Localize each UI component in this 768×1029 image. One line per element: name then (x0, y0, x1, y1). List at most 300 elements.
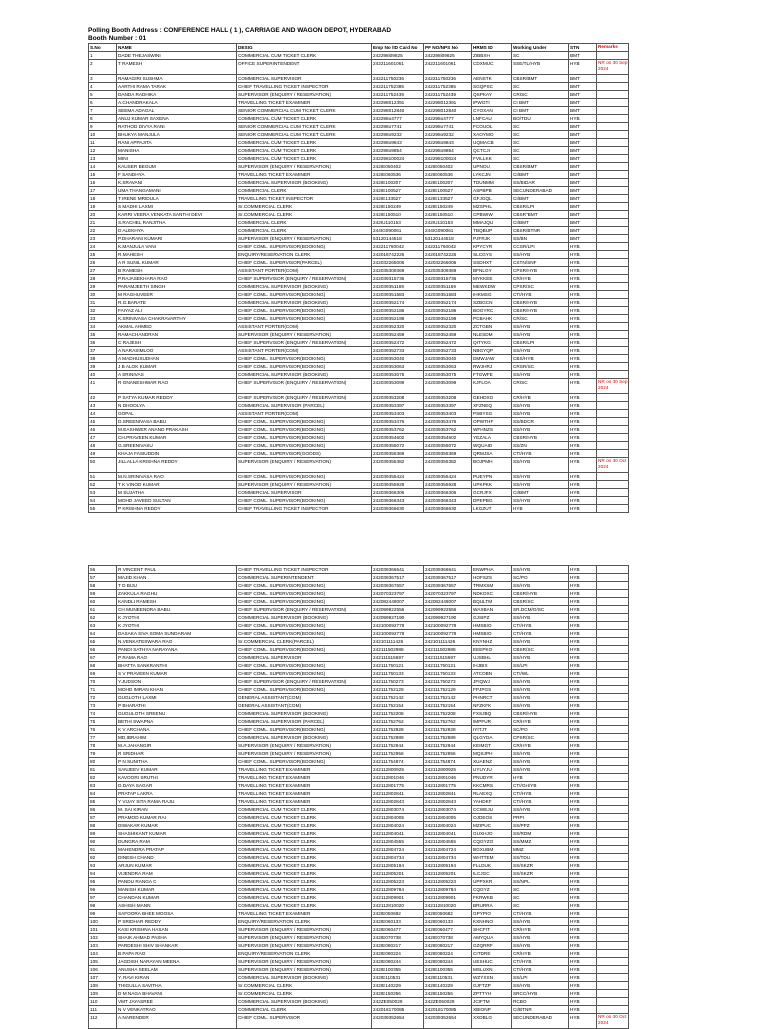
emp-no-cell: 242112804734 (372, 854, 424, 862)
designation-cell: Sr.COMMERCIAL CLERK (237, 211, 372, 219)
remarks-cell (597, 211, 629, 219)
station-cell: BMT (569, 107, 597, 115)
pf-no-cell: 242211601061 (424, 60, 472, 75)
pf-no-cell: 242039366343 (424, 497, 472, 505)
emp-no-cell: 242112809784 (372, 886, 424, 894)
remarks-cell (597, 243, 629, 251)
sno-cell: 69 (89, 670, 117, 678)
remarks-cell (597, 1006, 629, 1014)
emp-no-cell: 242112802841 (372, 790, 424, 798)
hrms-id-cell: KPYCYR (472, 243, 512, 251)
emp-no-cell: 242IE110531 (372, 974, 424, 982)
emp-no-cell: 242IE060536 (372, 171, 424, 179)
remarks-cell (597, 806, 629, 814)
name-cell: MANISH KUMAR (117, 886, 237, 894)
working-under-cell: SS/HYB (512, 686, 569, 694)
remarks-cell (597, 155, 629, 163)
emp-no-cell: 242IE150256 (372, 990, 424, 998)
hrms-id-cell: QLGYDA (472, 734, 512, 742)
table-row (89, 203, 629, 211)
remarks-cell (597, 259, 629, 267)
hrms-id-cell: DPEPBG (472, 497, 512, 505)
remarks-cell (597, 418, 629, 426)
station-cell: HYB (569, 598, 597, 606)
hrms-id-cell: SZBGCN (472, 299, 512, 307)
sno-cell: 77 (89, 734, 117, 742)
name-cell: P RAMA RAO (117, 654, 237, 662)
sno-cell: 90 (89, 838, 117, 846)
table-row (89, 894, 629, 902)
emp-no-cell: 242039352472 (372, 339, 424, 347)
designation-cell: CHIEF COML. SUPERVISOR(BOOKING) (237, 291, 372, 299)
emp-no-cell: 242039367657 (372, 582, 424, 590)
emp-no-cell: 242039352174 (372, 299, 424, 307)
station-cell: HYB (569, 115, 597, 123)
pf-no-cell: 242298012840 (424, 107, 472, 115)
pf-no-cell: 242039353075 (424, 371, 472, 379)
working-under-cell: SS/HYB (512, 458, 569, 473)
working-under-cell: CI/BMT (512, 219, 569, 227)
hrms-id-cell: AENSTK (472, 75, 512, 83)
remarks-cell (597, 726, 629, 734)
designation-cell: TRAVELLING TICKET EXAMINER (237, 790, 372, 798)
hrms-id-cell: CCWEJU (472, 806, 512, 814)
name-cell: M.A.JAHANGIR (117, 742, 237, 750)
sno-cell: 80 (89, 758, 117, 766)
station-cell: HYB (569, 450, 597, 458)
emp-no-cell: 242018742226 (372, 251, 424, 259)
table-row (89, 726, 629, 734)
emp-no-cell: 242112804555 (372, 838, 424, 846)
working-under-cell: CBSR/HYB (512, 307, 569, 315)
table-row (89, 886, 629, 894)
designation-cell: SUPERVISOR (ENQUIRY / RESERVATION) (237, 926, 372, 934)
table-row (89, 355, 629, 363)
column-header: Working Under (512, 44, 569, 52)
table-row (89, 942, 629, 950)
designation-cell: COMMERCIAL CLERK (237, 1006, 372, 1014)
designation-cell: CHIEF COML. SUPERVISOR(BOOKING) (237, 243, 372, 251)
table-row (89, 91, 629, 99)
hrms-id-cell: TRMXSM (472, 582, 512, 590)
designation-cell: CHIEF COML. SUPERVISOR(BOOKING) (237, 426, 372, 434)
designation-cell: TRAVELLING TICKET EXAMINER (237, 782, 372, 790)
table-row (89, 742, 629, 750)
designation-cell: COMMERCIAL SUPERVISOR (BOOKING) (237, 710, 372, 718)
hrms-id-cell: TBQBUP (472, 227, 512, 235)
sno-cell: 40 (89, 371, 117, 379)
designation-cell: CHIEF SUPERVISOR (ENQUIRY / RESERVATION) (237, 275, 372, 283)
emp-no-cell: 242111502988 (372, 646, 424, 654)
station-cell: HYB (569, 426, 597, 434)
remarks-cell (597, 115, 629, 123)
emp-no-cell: 242298100024 (372, 155, 424, 163)
designation-cell: COMMERCIAL CUM TICKET CLERK (237, 894, 372, 902)
working-under-cell: SS/HYB (512, 934, 569, 942)
emp-no-cell: 242039353403 (372, 410, 424, 418)
designation-cell: TRAVELLING TICKET EXAMINER (237, 910, 372, 918)
designation-cell: SENIOR COMMERCIAL CUM TICKET CLERK (237, 107, 372, 115)
remarks-cell: NR on 30 Oct 2024 (597, 1014, 629, 1029)
station-cell: HYB (569, 299, 597, 307)
emp-no-cell: 242111750133 (372, 670, 424, 678)
emp-no-cell: 242039355382 (372, 458, 424, 473)
sno-cell: 14 (89, 163, 117, 171)
hrms-id-cell: FKRWKB (472, 894, 512, 902)
name-cell: K JYOTHI (117, 614, 237, 622)
station-cell: HYB (569, 974, 597, 982)
table-row (89, 830, 629, 838)
remarks-cell (597, 363, 629, 371)
sno-cell: 9 (89, 123, 117, 131)
emp-no-cell: 242IE100207 (372, 179, 424, 187)
designation-cell: CHIEF COML. SUPERVISOR(BOOKING) (237, 307, 372, 315)
sno-cell: 52 (89, 481, 117, 489)
pf-no-cell: 242111752142 (424, 694, 472, 702)
pf-no-cell: 242298o7741 (424, 123, 472, 131)
sno-cell: 19 (89, 203, 117, 211)
station-cell: BMT (569, 187, 597, 195)
sno-cell: 51 (89, 473, 117, 481)
column-header: DESIG (237, 44, 372, 52)
name-cell: R.G.BARATE (117, 299, 237, 307)
hrms-id-cell: NDKOXC (472, 590, 512, 598)
emp-no-cell: 242IE100355 (372, 966, 424, 974)
station-cell: BMT (569, 75, 597, 83)
remarks-cell (597, 710, 629, 718)
emp-no-cell: 242IE080217 (372, 942, 424, 950)
emp-no-cell: 242IE050402 (372, 163, 424, 171)
designation-cell: COMMERCIAL CUM TICKET CLERK (237, 814, 372, 822)
name-cell: C RAJESH (117, 339, 237, 347)
sno-cell: 112 (89, 1014, 117, 1029)
table-row (89, 622, 629, 630)
sno-cell: 47 (89, 434, 117, 442)
sno-cell: 82 (89, 774, 117, 782)
working-under-cell: SC (512, 902, 569, 910)
sno-cell: 53 (89, 489, 117, 497)
remarks-cell (597, 638, 629, 646)
name-cell: A.NARENDER (117, 1014, 237, 1029)
polling-booth-address: Polling Booth Address : CONFERENCE HALL ( 1 ), CARRIAGE AND WAGON DEPOT, HYDERABAD (88, 27, 392, 34)
working-under-cell: SS/HYB (512, 766, 569, 774)
name-cell: P N SUNITHA (117, 758, 237, 766)
table-row (89, 171, 629, 179)
sno-cell: 39 (89, 363, 117, 371)
sno-cell: 33 (89, 315, 117, 323)
emp-no-cell: 242039367517 (372, 574, 424, 582)
name-cell: D.SREENIVASA BABU (117, 418, 237, 426)
designation-cell: TRAVELLING TICKET EXAMINER (237, 766, 372, 774)
table-row (89, 489, 629, 497)
name-cell: P BHARATHI (117, 702, 237, 710)
emp-no-cell: 242211752385 (372, 83, 424, 91)
sno-cell: 18 (89, 195, 117, 203)
name-cell: F SANDHYA (117, 171, 237, 179)
designation-cell: SUPERVISOR (ENQUIRY / RESERVATION) (237, 750, 372, 758)
remarks-cell (597, 606, 629, 614)
emp-no-cell: 242039353063 (372, 363, 424, 371)
table-row (89, 371, 629, 379)
station-cell: HYB (569, 347, 597, 355)
hrms-id-cell: XBIONP (472, 1006, 512, 1014)
table-row (89, 339, 629, 347)
station-cell: BMT (569, 131, 597, 139)
table-row (89, 458, 629, 473)
remarks-cell (597, 622, 629, 630)
hrms-id-cell: JCIFTM (472, 998, 512, 1006)
remarks-cell (597, 107, 629, 115)
pf-no-cell: 242IE133527 (424, 195, 472, 203)
name-cell: B RAMESH (117, 267, 237, 275)
hrms-id-cell: FVILLKK (472, 155, 512, 163)
designation-cell: SUPERVISOR (ENQUIRY / RESERVATION) (237, 91, 372, 99)
hrms-id-cell: LKGZUT (472, 505, 512, 513)
station-cell: BMT (569, 219, 597, 227)
designation-cell: CHIEF COML. SUPERVISOR(BOOKING) (237, 355, 372, 363)
table-row (89, 83, 629, 91)
designation-cell: CHIEF TRAVELLING TICKET INSPECTOR (237, 83, 372, 91)
remarks-cell (597, 902, 629, 910)
designation-cell: ASSISTANT PORTER(COM) (237, 410, 372, 418)
pf-no-cell: 242IE140229 (424, 982, 472, 990)
hrms-id-cell: AMYQUA (472, 934, 512, 942)
pf-no-cell: 242111752956 (424, 750, 472, 758)
hrms-id-cell: UPPXKR (472, 878, 512, 886)
designation-cell: CHIEF COML. SUPERVISOR(BOOKING) (237, 598, 372, 606)
sno-cell: 15 (89, 171, 117, 179)
table-row (89, 75, 629, 83)
sno-cell: 46 (89, 426, 117, 434)
sno-cell: 75 (89, 718, 117, 726)
hrms-id-cell: WQUAID (472, 442, 512, 450)
designation-cell: Sr.COMMERCIAL CLERK (237, 203, 372, 211)
working-under-cell: CI/BMT (512, 489, 569, 497)
table-row (89, 347, 629, 355)
hrms-id-cell: KKCMRS (472, 782, 512, 790)
hrms-id-cell: PCBAHK (472, 315, 512, 323)
working-under-cell: CCSR/LPI (512, 243, 569, 251)
emp-no-cell: 242032265006 (372, 259, 424, 267)
sno-cell: 111 (89, 1006, 117, 1014)
designation-cell: COMMERCIAL CUM TICKET CLERK (237, 139, 372, 147)
remarks-cell (597, 662, 629, 670)
station-cell: HYB (569, 782, 597, 790)
emp-no-cell: 242039355072 (372, 442, 424, 450)
table-row (89, 123, 629, 131)
emp-no-cell: 242298012391 (372, 99, 424, 107)
working-under-cell: CTI/HYB (512, 790, 569, 798)
pf-no-cell: 242112809784 (424, 886, 472, 894)
sno-cell: 7 (89, 107, 117, 115)
emp-no-cell: 242112805201 (372, 870, 424, 878)
working-under-cell: SECUNDERABAD (512, 187, 569, 195)
working-under-cell: CR/HYB (512, 718, 569, 726)
pf-no-cell: 242112801046 (424, 774, 472, 782)
name-cell: SAFOORA BHEE MOOSA (117, 910, 237, 918)
table-row (89, 139, 629, 147)
hrms-id-cell: KNYNHZ (472, 638, 512, 646)
designation-cell: COMMERCIAL SUPERVISOR (BOOKING) (237, 974, 372, 982)
station-cell: HYB (569, 267, 597, 275)
pf-no-cell: 242111750121 (424, 662, 472, 670)
hrms-id-cell: FTGWFE (472, 371, 512, 379)
table-row (89, 638, 629, 646)
designation-cell: COMMERCIAL CUM TICKET CLERK (237, 886, 372, 894)
table-row (89, 718, 629, 726)
table-row (89, 686, 629, 694)
name-cell: N.VENKATESWARA RAO (117, 638, 237, 646)
pf-no-cell: 242111752208 (424, 710, 472, 718)
name-cell: R VINCENT PAUL (117, 566, 237, 574)
station-cell: HYB (569, 766, 597, 774)
emp-no-cell: 242039355369 (372, 450, 424, 458)
sno-cell: 28 (89, 275, 117, 283)
name-cell: P KRISHNA REDDY (117, 505, 237, 513)
hrms-id-cell: XAOYMO (472, 131, 512, 139)
station-cell: HYB (569, 251, 597, 259)
designation-cell: TRAVELLING TICKET EXAMINER (237, 171, 372, 179)
sno-cell: 105 (89, 958, 117, 966)
emp-no-cell: 242ZE050029 (372, 998, 424, 1006)
sno-cell: 11 (89, 139, 117, 147)
pf-no-cell: 242298012391 (424, 99, 472, 107)
working-under-cell: SS/HYB (512, 694, 569, 702)
table-row (89, 862, 629, 870)
table-row (89, 227, 629, 235)
hrms-id-cell: CQGYZO (472, 838, 512, 846)
working-under-cell: SS/LPI (512, 974, 569, 982)
pf-no-cell: 242111502988 (424, 646, 472, 654)
name-cell: PRAMOD KUMAR RAI (117, 814, 237, 822)
name-cell: KAVOORI SRUTHI (117, 774, 237, 782)
pf-no-cell: 242IE110531 (424, 974, 472, 982)
station-cell: HYB (569, 371, 597, 379)
hrms-id-cell: BFNLGY (472, 267, 512, 275)
sno-cell: 30 (89, 291, 117, 299)
hrms-id-cell: EEEPKO (472, 646, 512, 654)
remarks-cell (597, 275, 629, 283)
hrms-id-cell: QITYKG (472, 339, 512, 347)
table-row (89, 606, 629, 614)
designation-cell: GENERAL ASSISTANT(COM) (237, 702, 372, 710)
name-cell: KHAJA FASIUDDIN (117, 450, 237, 458)
hrms-id-cell: XUAENZ (472, 758, 512, 766)
emp-no-cell: 242039352654 (372, 1014, 424, 1029)
designation-cell: ENQUIRY/RESERVATION CLERK (237, 950, 372, 958)
sno-cell: 34 (89, 323, 117, 331)
table-row (89, 275, 629, 283)
column-header: Emp No /ID Card No (372, 44, 424, 52)
working-under-cell: MMZ (512, 846, 569, 854)
sno-cell: 68 (89, 662, 117, 670)
table-row (89, 1006, 629, 1014)
pf-no-cell: 242111752154 (424, 702, 472, 710)
designation-cell: ASSISTANT PORTER(COM) (237, 323, 372, 331)
remarks-cell (597, 75, 629, 83)
name-cell: KARRI VEERA VENKATA SANTHI DEVI (117, 211, 237, 219)
table-row (89, 434, 629, 442)
station-cell: HYB (569, 363, 597, 371)
working-under-cell: CPSR/SC (512, 734, 569, 742)
remarks-cell (597, 862, 629, 870)
hrms-id-cell: MZIPUC (472, 822, 512, 830)
hrms-id-cell: KJFLOA (472, 379, 512, 394)
pf-no-cell: 242039367657 (424, 582, 472, 590)
working-under-cell: CTI/HYB (512, 910, 569, 918)
station-cell: BMT (569, 179, 597, 187)
name-cell: ANUSHA SEELAM (117, 966, 237, 974)
working-under-cell: SC (512, 894, 569, 902)
station-cell: HYB (569, 678, 597, 686)
table-row (89, 822, 629, 830)
pf-no-cell: 242039352198 (424, 315, 472, 323)
emp-no-cell: 242039353762 (372, 426, 424, 434)
working-under-cell: CBSR/LPI (512, 203, 569, 211)
table-row (89, 598, 629, 606)
table-row (89, 379, 629, 394)
emp-no-cell: 242IE060133 (372, 918, 424, 926)
remarks-cell (597, 489, 629, 497)
table-row (89, 694, 629, 702)
hrms-id-cell: BRURRA (472, 902, 512, 910)
remarks-cell (597, 52, 629, 60)
station-cell: BMT (569, 155, 597, 163)
hrms-id-cell: ZCTGBN (472, 323, 512, 331)
sno-cell: 31 (89, 299, 117, 307)
pf-no-cell: 242039367517 (424, 574, 472, 582)
table-row (89, 646, 629, 654)
remarks-cell (597, 966, 629, 974)
name-cell: VIJENDRA RAM (117, 870, 237, 878)
pf-no-cell: 242IE150256 (424, 990, 472, 998)
remarks-cell (597, 670, 629, 678)
hrms-id-cell: NFZKFK (472, 702, 512, 710)
sno-cell: 42 (89, 394, 117, 402)
hrms-id-cell: RLAEXQ (472, 790, 512, 798)
designation-cell: COMMERCIAL CUM TICKET CLERK (237, 838, 372, 846)
table-row (89, 115, 629, 123)
designation-cell: CHIEF COML. SUPERVISOR(BOOKING) (237, 662, 372, 670)
name-cell: K.SRINIVASA CHAKRAVARTHY (117, 315, 237, 323)
hrms-id-cell: SSDHXT (472, 259, 512, 267)
working-under-cell: CTI/HYB (512, 450, 569, 458)
table-row (89, 990, 629, 998)
emp-no-cell: 242211760042 (372, 243, 424, 251)
table-row (89, 926, 629, 934)
hrms-id-cell: SGQPSC (472, 83, 512, 91)
hrms-id-cell: WHTTEM (472, 854, 512, 862)
working-under-cell: SS/HYB (512, 678, 569, 686)
station-cell: BMT (569, 83, 597, 91)
pf-no-cell: 242IE060536 (424, 171, 472, 179)
name-cell: DADE THEJASWINI (117, 52, 237, 60)
station-cell: HYB (569, 622, 597, 630)
emp-no-cell: 242111752142 (372, 694, 424, 702)
table-row (89, 710, 629, 718)
table-row (89, 410, 629, 418)
station-cell: BMT (569, 52, 597, 60)
station-cell: HYB (569, 894, 597, 902)
working-under-cell: CBS/HYB (512, 355, 569, 363)
table-row (89, 910, 629, 918)
pf-no-cell: 242039353040 (424, 355, 472, 363)
hrms-id-cell: UPKPKK (472, 481, 512, 489)
designation-cell: CHIEF COML. SUPERVISOR(BOOKING) (237, 670, 372, 678)
hrms-id-cell: CDXMUC (472, 60, 512, 75)
working-under-cell: SS/HYB (512, 426, 569, 434)
station-cell: HYB (569, 590, 597, 598)
